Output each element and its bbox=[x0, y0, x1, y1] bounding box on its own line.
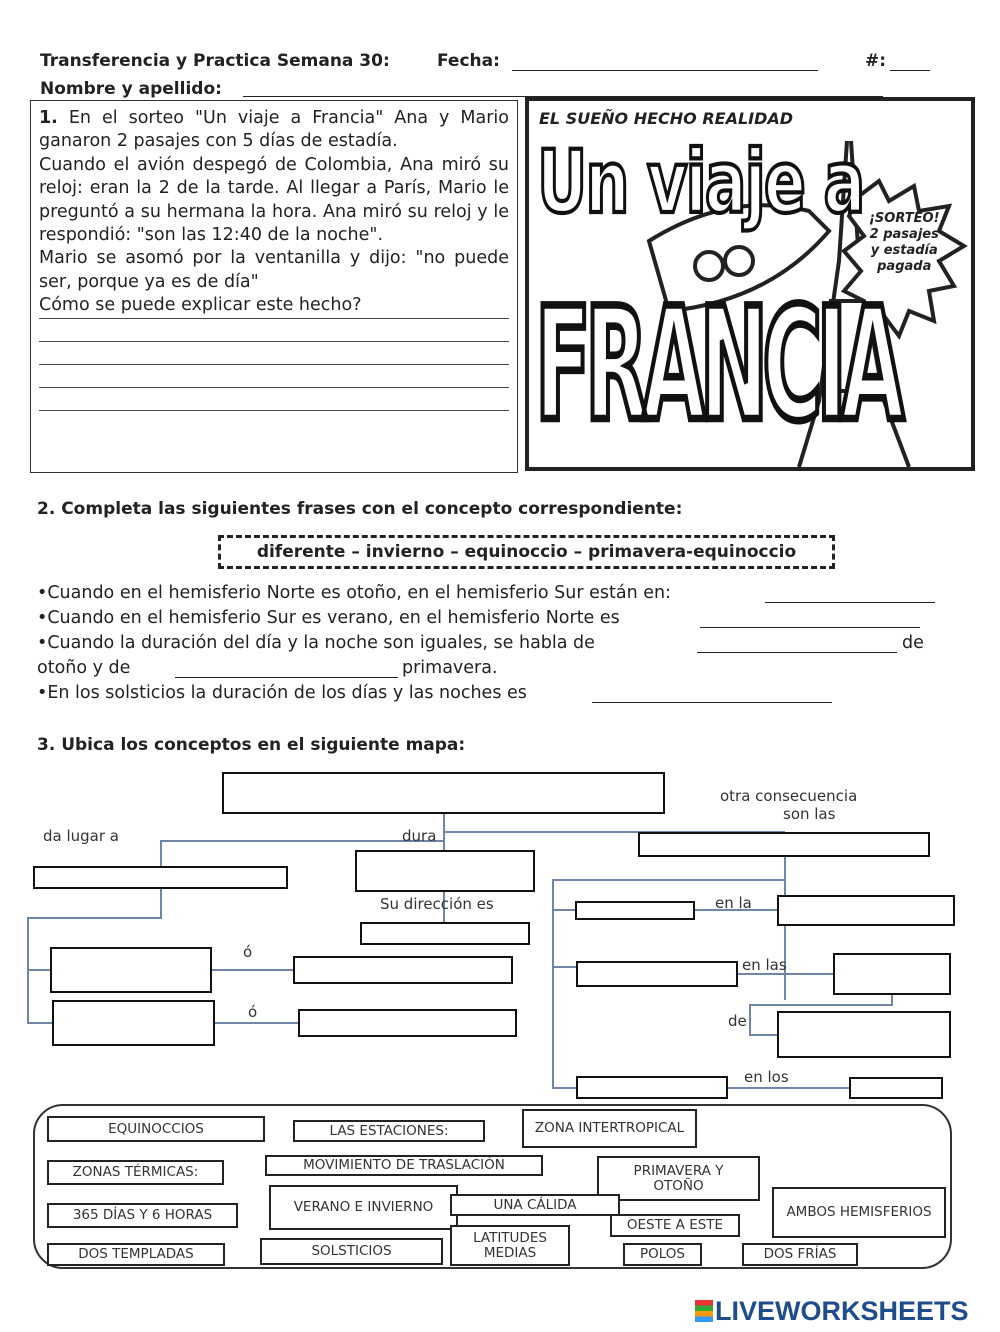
connector-label: da lugar a bbox=[43, 827, 119, 845]
connector-label: Su dirección es bbox=[380, 895, 494, 913]
word-bank-item[interactable]: DOS TEMPLADAS bbox=[47, 1243, 225, 1266]
concept-answer-box[interactable] bbox=[576, 1076, 728, 1099]
sentence-3: •Cuando la duración del día y la noche son iguales, se habla de bbox=[37, 633, 595, 653]
concept-answer-box[interactable] bbox=[777, 895, 955, 926]
connector-label: ó bbox=[243, 943, 253, 961]
name-label: Nombre y apellido: bbox=[40, 79, 222, 99]
concept-answer-box[interactable] bbox=[849, 1077, 943, 1099]
question-text: Cuando el avión despegó de Colombia, Ana miró su reloj: eran la 2 de la tarde. Al llegar a París, Mario le preguntó a su hermana la hora. Ana miró su reloj y le respondió: "son las 12:40 de la noche". bbox=[39, 154, 509, 246]
word-bank-item[interactable]: LAS ESTACIONES: bbox=[293, 1120, 485, 1142]
word-bank-item[interactable]: MOVIMIENTO DE TRASLACIÓN bbox=[265, 1155, 543, 1176]
concept-answer-box[interactable] bbox=[293, 956, 513, 984]
liveworksheets-logo bbox=[695, 1296, 969, 1327]
date-label: Fecha: bbox=[437, 51, 500, 71]
concept-answer-box[interactable] bbox=[360, 922, 530, 945]
connector-label: de bbox=[728, 1012, 747, 1030]
word-bank-item[interactable]: AMBOS HEMISFERIOS bbox=[772, 1187, 946, 1238]
burst-text: ¡SORTEO! bbox=[869, 211, 940, 226]
connector-label: ó bbox=[248, 1003, 258, 1021]
logo-text: LIVEWORKSHEETS bbox=[715, 1296, 969, 1326]
concept-answer-box[interactable] bbox=[222, 772, 665, 814]
connector-label: son las bbox=[783, 805, 836, 823]
word-bank-item[interactable]: PRIMAVERA Y OTOÑO bbox=[597, 1156, 760, 1201]
concept-answer-box[interactable] bbox=[777, 1011, 951, 1058]
concept-answer-box[interactable] bbox=[638, 832, 930, 857]
number-label: #: bbox=[865, 51, 887, 71]
concept-answer-box[interactable] bbox=[298, 1009, 517, 1037]
word-bank-item[interactable]: 365 DÍAS Y 6 HORAS bbox=[47, 1203, 238, 1228]
concept-answer-box[interactable] bbox=[52, 1000, 215, 1046]
word-bank-item[interactable]: POLOS bbox=[623, 1243, 702, 1266]
word-bank-item[interactable]: UNA CÁLIDA bbox=[450, 1194, 620, 1216]
question-prompt: Cómo se puede explicar este hecho? bbox=[39, 294, 509, 318]
question-text: En el sorteo "Un viaje a Francia" Ana y Mario ganaron 2 pasajes con 5 días de estadía. bbox=[39, 108, 509, 152]
word-options-box: diferente – invierno – equinoccio – primavera-equinoccio bbox=[218, 535, 835, 569]
sentence-4: •En los solsticios la duración de los días y las noches es bbox=[37, 683, 527, 703]
connector-label: dura bbox=[402, 827, 437, 845]
worksheet-title: Transferencia y Practica Semana 30: bbox=[40, 51, 390, 71]
sentence-3-cont: otoño y de bbox=[37, 658, 131, 678]
question-text: Mario se asomó por la ventanilla y dijo: "no puede ser, porque ya es de día" bbox=[39, 248, 509, 292]
sentence-2: •Cuando en el hemisferio Sur es verano, en el hemisferio Norte es bbox=[37, 608, 620, 628]
word-bank-item[interactable]: ZONAS TÉRMICAS: bbox=[47, 1160, 224, 1185]
burst-text: pagada bbox=[877, 259, 932, 274]
concept-answer-box[interactable] bbox=[355, 850, 535, 892]
connector-line bbox=[28, 970, 52, 1023]
word-bank-item[interactable]: ZONA INTERTROPICAL bbox=[522, 1109, 697, 1148]
concept-answer-box[interactable] bbox=[50, 947, 212, 993]
connector-label: en las bbox=[742, 956, 787, 974]
concept-answer-box[interactable] bbox=[576, 961, 738, 987]
connector-label: en la bbox=[715, 894, 752, 912]
concept-answer-box[interactable] bbox=[33, 866, 288, 889]
connector-label: en los bbox=[744, 1068, 789, 1086]
sentence-3-suffix: de bbox=[902, 633, 924, 653]
logo-icon bbox=[695, 1300, 713, 1322]
question-number: 1. bbox=[39, 108, 58, 128]
word-bank-item[interactable]: LATITUDES MEDIAS bbox=[450, 1225, 570, 1266]
word-bank-item[interactable]: EQUINOCCIOS bbox=[47, 1116, 265, 1142]
word-bank-item[interactable]: SOLSTICIOS bbox=[260, 1238, 443, 1265]
section-3-title: 3. Ubica los conceptos en el siguiente mapa: bbox=[37, 735, 466, 755]
word-bank-item[interactable]: DOS FRÍAS bbox=[742, 1243, 858, 1266]
sentence-3-end: primavera. bbox=[402, 658, 498, 678]
word-bank-item[interactable]: VERANO E INVIERNO bbox=[269, 1185, 458, 1230]
word-bank-item[interactable]: OESTE A ESTE bbox=[610, 1214, 740, 1237]
connector-label: otra consecuencia bbox=[720, 787, 858, 805]
burst-text: 2 pasajes bbox=[869, 227, 939, 242]
sentence-1: •Cuando en el hemisferio Norte es otoño, en el hemisferio Sur están en: bbox=[37, 583, 671, 603]
section-2-title: 2. Completa las siguientes frases con el concepto correspondiente: bbox=[37, 499, 683, 519]
picture-caption: EL SUEÑO HECHO REALIDAD bbox=[539, 109, 794, 128]
concept-answer-box[interactable] bbox=[833, 953, 951, 995]
burst-text: y estadía bbox=[870, 243, 938, 258]
picture-headline-france: FRANCIA bbox=[535, 276, 899, 457]
concept-answer-box[interactable] bbox=[575, 901, 695, 920]
picture-headline: Un viaje a bbox=[537, 131, 864, 234]
